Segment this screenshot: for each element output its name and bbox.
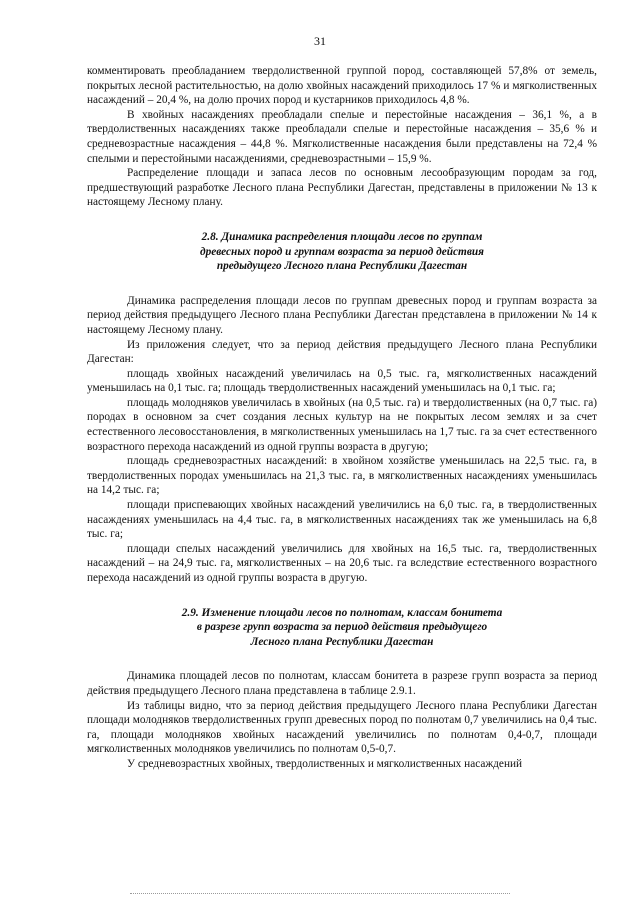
section-2-8-heading [87, 230, 597, 274]
section-2-9-paragraph: У средневозрастных хвойных, твердолиственных и мягколиственных насаждений [127, 757, 523, 770]
intro-paragraph: Распределение площади и запаса лесов по основным лесообразующим породам за год, предшествующий разработке Лесного плана Республики Дагестан, представлены в приложении № 13 к настоящему Лесному плану. [87, 167, 597, 209]
heading-line: 2.9. Изменение площади лесов по полнотам, классам бонитета [181, 606, 503, 619]
heading-line: предыдущего Лесного плана Республики Дагестан [216, 260, 468, 273]
section-2-8-paragraph: площадь молодняков увеличилась в хвойных (на 0,5 тыс. га) и твердолиственных (на 0,7 тыс. га) породах в основном за счет создания лесных культур на не покрытых лесом землях и за счет естественного лесовосстановления, в мягколиственных уменьшилась на 1,7 тыс. га за счет естественного возрастного перехода насаждений из одной группы возраста в другую; [87, 396, 597, 453]
intro-paragraph: комментировать преобладанием твердолиственной группой пород, составляющей 57,8% от земель, покрытых лесной растительностью, на долю хвойных насаждений приходилось 17 % и мягколиственных насаждений – 20,4 %, на долю прочих пород и кустарников приходилось 4,8 %. [87, 65, 597, 107]
page-body [87, 64, 597, 772]
section-2-8-paragraph: площадь средневозрастных насаждений: в хвойном хозяйстве уменьшилась на 22,5 тыс. га, в твердолиственных породах уменьшилась на 21,3 тыс. га, в мягколиственных насаждениях уменьшилась на 14,2 тыс. га; [87, 455, 597, 497]
section-2-9-paragraph: Из таблицы видно, что за период действия предыдущего Лесного плана Республики Дагестан площади молодняков твердолиственных групп древесных пород по полнотам 0,7 увеличились на 0,4 тыс. га, площади молодняков хвойных насаждений увеличились по полнотам 0,4-0,7, площади мягколиственных молодняков увеличились по полнотам 0,5-0,7. [87, 699, 597, 756]
section-2-8-paragraph: Из приложения следует, что за период действия предыдущего Лесного плана Республики Дагестан: [87, 338, 597, 366]
section-2-8-paragraph: площади спелых насаждений увеличились для хвойных на 16,5 тыс. га, твердолиственных насаждений – на 24,9 тыс. га, мягколиственных – на 20,6 тыс. га вследствие естественного возрастного перехода насаждений из одной группы возраста в другую. [87, 542, 597, 584]
heading-line: Лесного плана Республики Дагестан [250, 635, 434, 648]
section-2-8-paragraph: площади приспевающих хвойных насаждений увеличились на 6,0 тыс. га, в твердолиственных насаждениях уменьшилась на 4,4 тыс. га, в мягколиственных насаждениях так же уменьшилась на 6,8 тыс. га; [87, 499, 597, 541]
page-number: 31 [314, 34, 326, 48]
section-2-9-paragraph: Динамика площадей лесов по полнотам, классам бонитета в разрезе групп возраста за период действия предыдущего Лесного плана представлена в таблице 2.9.1. [87, 670, 597, 697]
section-2-9-heading [87, 606, 597, 650]
heading-line: древесных пород и группам возраста за период действия [200, 245, 484, 258]
scan-edge-divider [130, 893, 510, 894]
heading-line: в разрезе групп возраста за период действия предыдущего [196, 621, 488, 634]
section-2-8-paragraph: Динамика распределения площади лесов по группам древесных пород и группам возраста за период действия предыдущего Лесного плана Республики Дагестан представлена в приложении № 14 к настоящему Лесному плану. [87, 294, 597, 336]
intro-paragraph: В хвойных насаждениях преобладали спелые и перестойные насаждения – 36,1 %, а в твердолиственных насаждениях также преобладали спелые и перестойные насаждения – 35,6 % и средневозрастные насаждения – 44,8 %. Мягколиственные насаждения были представлены на 72,4 % спелыми и перестойными насаждениями, средневозрастными – 15,9 %. [87, 108, 597, 165]
section-2-8-paragraph: площадь хвойных насаждений увеличилась на 0,5 тыс. га, мягколиственных насаждений уменьшилась на 0,1 тыс. га; площадь твердолиственных насаждений уменьшилась на 0,1 тыс. га; [87, 367, 597, 395]
heading-line: 2.8. Динамика распределения площади лесов по группам [201, 230, 483, 243]
